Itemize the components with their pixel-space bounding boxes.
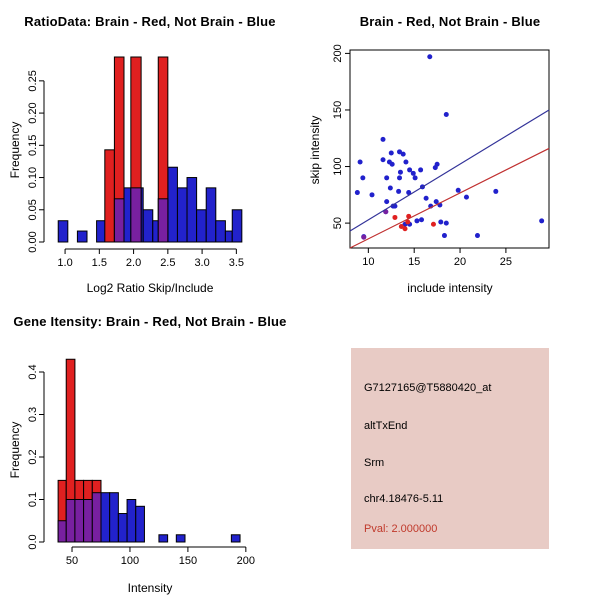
gene-histogram-xlabel: Intensity	[127, 581, 173, 595]
svg-text:150: 150	[332, 100, 344, 120]
svg-text:10: 10	[362, 256, 375, 268]
svg-text:200: 200	[332, 44, 344, 63]
info-pval: Pval: 2.000000	[364, 523, 438, 535]
svg-text:100: 100	[120, 555, 140, 567]
svg-text:0.15: 0.15	[27, 134, 39, 157]
svg-text:20: 20	[453, 256, 467, 268]
svg-text:0.05: 0.05	[27, 199, 39, 221]
svg-text:2.5: 2.5	[160, 257, 176, 269]
ratio-histogram-ylabel: Frequency	[8, 121, 22, 179]
svg-text:50: 50	[332, 216, 344, 230]
svg-text:15: 15	[408, 256, 421, 268]
panel-info	[300, 300, 600, 600]
intensity-scatter-ylabel: skip intensity	[308, 115, 322, 185]
ratio-histogram-canvas	[0, 0, 300, 300]
intensity-scatter-xlabel: include intensity	[407, 281, 493, 295]
svg-text:150: 150	[178, 555, 198, 567]
svg-text:1.0: 1.0	[57, 257, 73, 269]
svg-text:0.20: 0.20	[27, 102, 39, 124]
info-chromosome-location: chr4.18476-5.11	[364, 493, 444, 505]
ratio-histogram-xlabel: Log2 Ratio Skip/Include	[86, 281, 214, 295]
info-gene-symbol: Srm	[364, 457, 385, 469]
svg-text:0.10: 0.10	[27, 166, 39, 189]
svg-text:3.5: 3.5	[228, 257, 245, 269]
ratio-histogram-title: RatioData: Brain - Red, Not Brain - Blue	[24, 14, 276, 29]
intensity-scatter-title: Brain - Red, Not Brain - Blue	[359, 14, 541, 29]
svg-text:50: 50	[65, 555, 79, 567]
svg-text:2.0: 2.0	[125, 257, 142, 269]
gene-histogram-title: Gene Itensity: Brain - Red, Not Brain - Blue	[13, 314, 287, 329]
gene-histogram-canvas	[0, 300, 300, 600]
panel-intensity-scatter	[300, 0, 600, 300]
info-event-type: altTxEnd	[364, 420, 408, 432]
svg-text:0.25: 0.25	[27, 70, 39, 92]
svg-text:0.00: 0.00	[27, 231, 39, 253]
svg-text:25: 25	[499, 256, 513, 268]
svg-text:0.0: 0.0	[27, 534, 39, 550]
svg-text:0.3: 0.3	[27, 406, 39, 423]
panel-ratio-histogram	[0, 0, 300, 300]
svg-text:3.0: 3.0	[194, 257, 210, 269]
info-box	[351, 348, 549, 549]
intensity-scatter-canvas	[300, 0, 600, 300]
svg-text:0.4: 0.4	[27, 364, 39, 380]
panel-gene-histogram	[0, 300, 300, 600]
gene-histogram-ylabel: Frequency	[8, 421, 22, 479]
svg-text:1.5: 1.5	[91, 257, 107, 269]
info-probe-id: G7127165@T5880420_at	[364, 382, 492, 394]
svg-text:200: 200	[236, 555, 256, 567]
svg-text:0.2: 0.2	[27, 449, 39, 465]
svg-text:100: 100	[332, 157, 344, 176]
svg-text:0.1: 0.1	[27, 491, 39, 508]
